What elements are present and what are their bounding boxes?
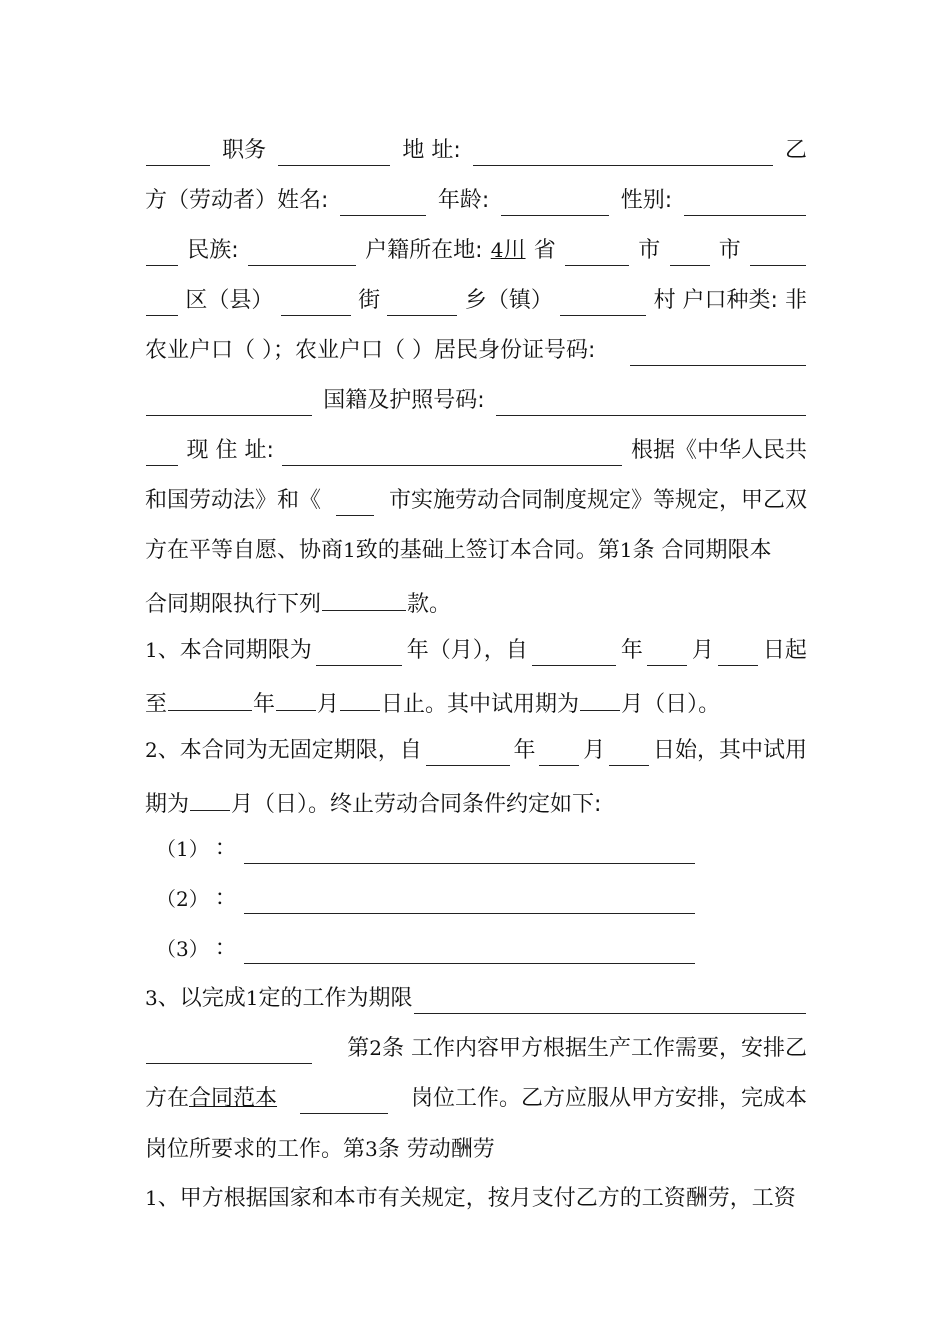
text: 方（劳动者）姓名: (145, 188, 329, 213)
blank-field (282, 441, 622, 466)
blank-field (146, 141, 210, 166)
text-line-14 (145, 786, 807, 816)
text: 性别: (620, 188, 673, 213)
blank-field (190, 786, 230, 811)
text: 区（县） (185, 288, 274, 313)
text: ： (214, 936, 237, 961)
text-line-10 (145, 586, 807, 616)
condition-line-2 (156, 884, 696, 914)
text: 月 (583, 738, 606, 763)
blank-field (340, 191, 426, 216)
blank-field (532, 641, 616, 666)
text: 款。 (407, 592, 452, 617)
text-line-5 (145, 336, 807, 366)
text: 日止。其中试用期为 (381, 692, 580, 717)
text: 户籍所在地: (365, 238, 483, 263)
text: （2） (156, 887, 209, 911)
text: 第2条 工作内容甲方根据生产工作需要，安排乙 (347, 1036, 807, 1061)
blank-field (322, 586, 406, 611)
text: 市实施劳动合同制度规定》等规定，甲乙双 (388, 488, 807, 513)
blank-field (244, 939, 695, 964)
text: 期为 (145, 792, 190, 817)
text: 2、本合同为无固定期限，自 (145, 738, 422, 763)
text-line-7 (145, 436, 807, 466)
blank-field (248, 241, 356, 266)
text: 和国劳动法》和《 (145, 488, 322, 513)
text-line-18 (145, 984, 807, 1014)
text: （3） (156, 937, 209, 961)
blank-field (146, 1039, 312, 1064)
text: 年 (253, 692, 276, 717)
text: 现 住 址: (186, 438, 274, 463)
text: 月 (317, 692, 340, 717)
text-line-6 (145, 386, 807, 416)
text: 至 (145, 692, 168, 717)
text: 合同期限执行下列 (145, 592, 322, 617)
text: 1、本合同期限为 (145, 638, 312, 663)
blank-field (146, 391, 312, 416)
blank-field (580, 686, 620, 711)
blank-field (501, 191, 609, 216)
blank-field (281, 291, 351, 316)
text-line-21 (145, 1134, 807, 1164)
text-line-19 (145, 1034, 807, 1064)
blank-field (496, 391, 806, 416)
blank-field (630, 341, 806, 366)
blank-field (316, 641, 402, 666)
text-line-12 (145, 686, 807, 716)
blank-field (647, 641, 687, 666)
text: 月（日）。终止劳动合同条件约定如下: (231, 792, 602, 817)
text: 年 (513, 738, 536, 763)
text: 农业户口（ ）；农业户口（ ）居民身份证号码: (145, 338, 596, 363)
blank-field (336, 491, 374, 516)
blank-field (473, 141, 773, 166)
text: 方在平等自愿、协商1致的基础上签订本合同。第1条 合同期限本 (145, 538, 772, 563)
condition-line-3 (156, 934, 696, 964)
text: 方在合同范本 (145, 1086, 278, 1111)
blank-field (426, 741, 510, 766)
text: 职务 (222, 138, 267, 163)
text: 年（月），自 (406, 638, 528, 663)
text-line-8 (145, 486, 807, 516)
text: ： (214, 886, 237, 911)
text: 街 (358, 288, 381, 313)
text: 岗位所要求的工作。第3条 劳动酬劳 (145, 1137, 495, 1162)
blank-field (278, 141, 390, 166)
text-line-2 (145, 186, 807, 216)
condition-line-1 (156, 834, 696, 864)
blank-field (718, 641, 758, 666)
blank-field (276, 686, 316, 711)
text: 年 (620, 638, 643, 663)
blank-field (609, 741, 649, 766)
blank-field (168, 686, 252, 711)
text: 民族: (187, 238, 239, 263)
text-line-3 (145, 236, 807, 266)
blank-field (146, 291, 178, 316)
text: 岗位工作。乙方应服从甲方安排，完成本 (410, 1086, 807, 1111)
blank-field (244, 839, 695, 864)
blank-field (414, 989, 807, 1014)
text: 根据《中华人民共 (630, 438, 807, 463)
text: 4川 (490, 238, 526, 263)
text-line-13 (145, 736, 807, 766)
text: 村 户口种类: 非 (653, 288, 807, 313)
text: 市 (718, 238, 741, 263)
text: 月 (691, 638, 714, 663)
blank-field (146, 441, 178, 466)
blank-field (750, 241, 806, 266)
text-line-4 (145, 286, 807, 316)
blank-field (387, 291, 457, 316)
blank-field (244, 889, 695, 914)
blank-field (560, 291, 646, 316)
text: ： (214, 836, 237, 861)
text: 地 址: (402, 138, 461, 163)
blank-field (539, 741, 579, 766)
text: 日始，其中试用 (652, 738, 807, 763)
text: 3、以完成1定的工作为期限 (145, 986, 413, 1011)
text: 国籍及护照号码: (323, 388, 485, 413)
text: （1） (156, 837, 209, 861)
text: 日起 (762, 638, 807, 663)
text-line-20 (145, 1084, 807, 1114)
text: 省 (533, 238, 556, 263)
text: 月（日）。 (621, 692, 721, 717)
blank-field (670, 241, 710, 266)
text: 乡（镇） (464, 288, 553, 313)
blank-field (684, 191, 806, 216)
text: 市 (638, 238, 661, 263)
text: 年龄: (437, 188, 490, 213)
text-line-9 (145, 536, 807, 566)
text: 1、甲方根据国家和本市有关规定，按月支付乙方的工资酬劳，工资 (145, 1186, 796, 1211)
text-line-22 (145, 1184, 807, 1214)
blank-field (146, 241, 178, 266)
text-line-1 (145, 136, 807, 166)
blank-field (565, 241, 629, 266)
text: 乙 (784, 138, 807, 163)
blank-field (300, 1089, 388, 1114)
blank-field (340, 686, 380, 711)
text-line-11 (145, 636, 807, 666)
